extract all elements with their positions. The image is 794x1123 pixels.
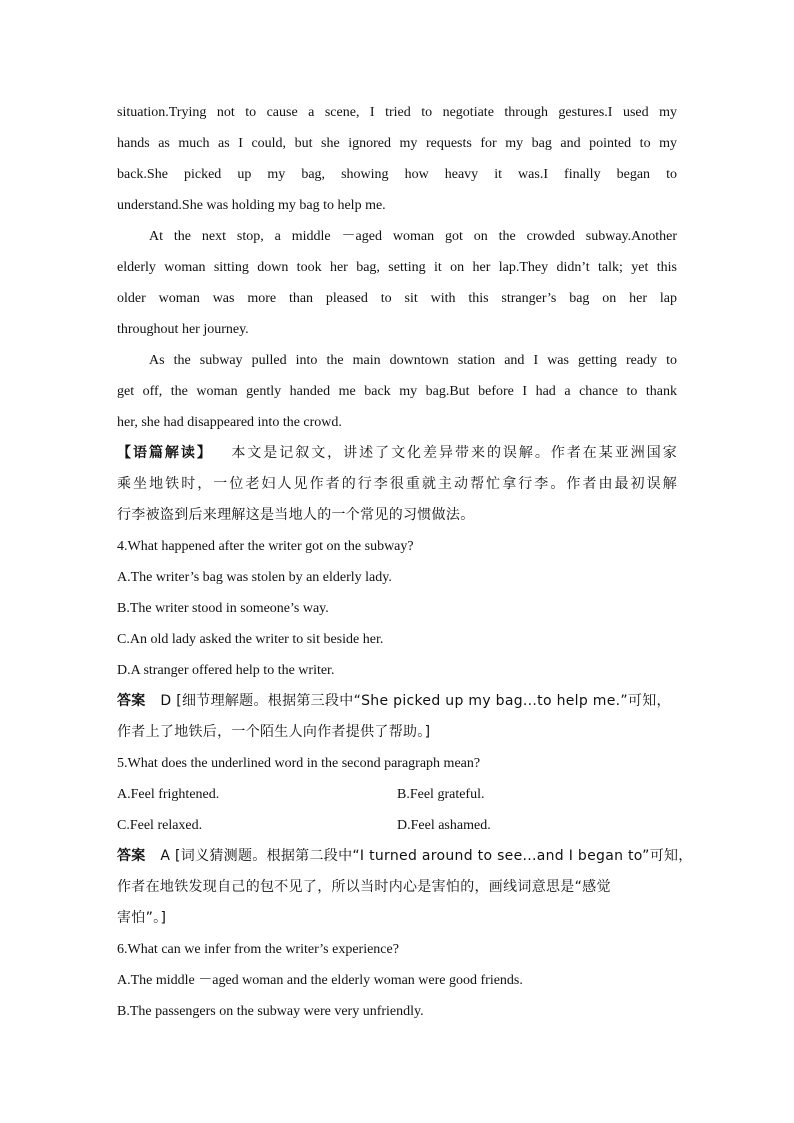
text-line: understand.She was holding my bag to help me. [117,198,386,213]
question-5 [117,748,693,934]
option-d: D.A stranger offered help to the writer. [117,663,335,678]
option-b: B.Feel grateful. [397,787,485,802]
text-line: hands as much as I could, but she ignored my requests for my bag and pointed to my [117,136,677,151]
text-line: her, she had disappeared into the crowd. [117,415,342,430]
question-6 [117,934,677,1027]
answer-line: 害怕”。] [117,910,167,926]
passage-analysis [117,438,677,531]
text-line: 乘坐地铁时，一位老妇人见作者的行李很重就主动帮忙拿行李。作者由最初误解 [117,476,677,492]
text-line: As the subway pulled into the main downtown station and I was getting ready to [149,353,677,368]
option-d: D.Feel ashamed. [397,818,491,833]
text-line: get off, the woman gently handed me back my bag.But before I had a chance to thank [117,384,677,399]
answer-line: 作者上了地铁后，一个陌生人向作者提供了帮助。] [117,724,431,740]
answer-line: 作者在地铁发现自己的包不见了，所以当时内心是害怕的，画线词意思是“感觉 [117,879,611,895]
answer-label: 答案 [117,693,146,709]
text-line [117,438,677,469]
option-c: C.An old lady asked the writer to sit beside her. [117,632,384,647]
text-line: 行李被盗到后来理解这是当地人的一个常见的习惯做法。 [117,507,475,523]
analysis-text: 本文是记叙文，讲述了文化差异带来的误解。作者在某亚洲国家 [231,445,677,461]
answer-line [117,686,677,717]
text-line: throughout her journey. [117,322,249,337]
question-text: 6.What can we infer from the writer’s experience? [117,942,399,957]
option-row [117,779,677,810]
answer-label: 答案 [117,848,146,864]
text-line: back.She picked up my bag, showing how heavy it was.I finally began to [117,167,677,182]
answer-text: A [词义猜测题。根据第二段中“I turned around to see...and I began to”可知， [160,848,693,864]
option-b: B.The writer stood in someone’s way. [117,601,329,616]
passage-paragraph-1 [117,97,677,221]
option-row [117,810,677,841]
option-a: A.Feel frightened. [117,787,220,802]
option-a: A.The writer’s bag was stolen by an elderly lady. [117,570,392,585]
analysis-label: 【语篇解读】 [117,445,213,461]
text-line: older woman was more than pleased to sit with this stranger’s bag on her lap [117,291,677,306]
document-page [117,97,693,1027]
option-c: C.Feel relaxed. [117,818,203,833]
text-line: elderly woman sitting down took her bag, setting it on her lap.They didn’t talk; yet this [117,260,677,275]
option-b: B.The passengers on the subway were very unfriendly. [117,1004,424,1019]
answer-text: D [细节理解题。根据第三段中“She picked up my bag...to help me.”可知， [160,693,671,709]
text-line: At the next stop, a middle －aged woman got on the crowded subway.Another [149,229,677,244]
passage-paragraph-2 [117,221,677,345]
text-line: situation.Trying not to cause a scene, I tried to negotiate through gestures.I used my [117,105,677,120]
passage-paragraph-3 [117,345,677,438]
option-a: A.The middle －aged woman and the elderly woman were good friends. [117,973,523,988]
answer-line [117,841,693,872]
question-4 [117,531,677,748]
question-text: 5.What does the underlined word in the second paragraph mean? [117,756,481,771]
question-text: 4.What happened after the writer got on the subway? [117,539,414,554]
